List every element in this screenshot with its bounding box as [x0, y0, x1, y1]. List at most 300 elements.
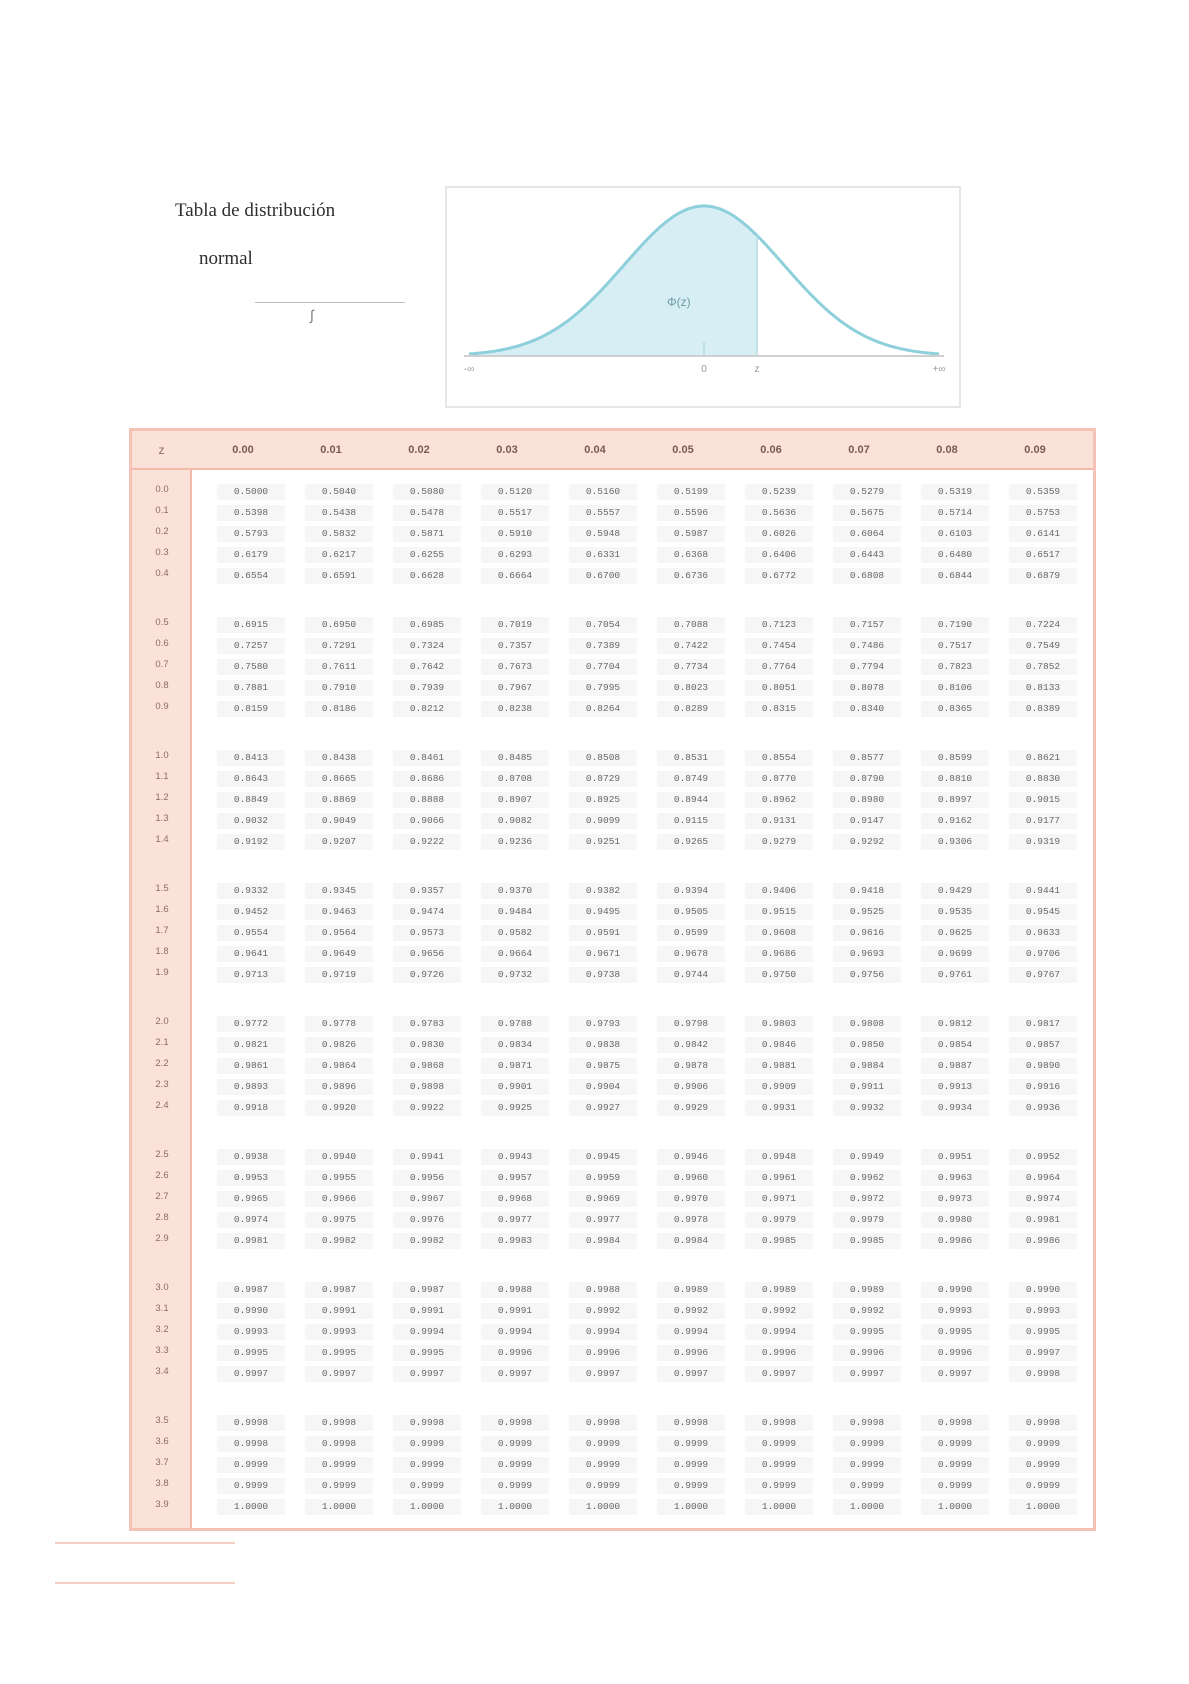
table-cell: 0.8078 — [833, 680, 901, 696]
table-cell: 0.6985 — [393, 617, 461, 633]
column-header: 0.09 — [1024, 443, 1046, 456]
page-title: Tabla de distribución — [175, 200, 336, 221]
z-row-label: 1.4 — [155, 834, 169, 845]
table-cell: 0.9842 — [657, 1037, 725, 1053]
table-cell: 0.9997 — [217, 1366, 285, 1382]
table-cell: 0.9996 — [481, 1345, 549, 1361]
table-cell: 0.9732 — [481, 967, 549, 983]
table-cell: 0.6950 — [305, 617, 373, 633]
table-cell: 0.9678 — [657, 946, 725, 962]
table-cell: 0.9945 — [569, 1149, 637, 1165]
table-cell: 0.8133 — [1009, 680, 1077, 696]
table-cell: 0.9875 — [569, 1058, 637, 1074]
table-cell: 0.9999 — [481, 1478, 549, 1494]
table-cell: 0.9998 — [833, 1415, 901, 1431]
z-row-label: 3.3 — [155, 1345, 169, 1356]
table-cell: 0.8023 — [657, 680, 725, 696]
table-cell: 0.9988 — [481, 1282, 549, 1298]
table-cell: 0.8686 — [393, 771, 461, 787]
table-cell: 0.8389 — [1009, 701, 1077, 717]
table-cell: 0.9808 — [833, 1016, 901, 1032]
table-cell: 0.9850 — [833, 1037, 901, 1053]
z-row-label: 0.0 — [155, 484, 169, 495]
table-cell: 0.9998 — [393, 1415, 461, 1431]
table-cell: 0.5832 — [305, 526, 373, 542]
table-cell: 0.9693 — [833, 946, 901, 962]
table-cell: 0.9987 — [305, 1282, 373, 1298]
table-cell: 0.9591 — [569, 925, 637, 941]
table-cell: 0.9830 — [393, 1037, 461, 1053]
z-row-label: 3.8 — [155, 1478, 169, 1489]
table-cell: 0.9990 — [921, 1282, 989, 1298]
table-cell: 0.9972 — [833, 1191, 901, 1207]
table-cell: 0.7967 — [481, 680, 549, 696]
table-cell: 0.9515 — [745, 904, 813, 920]
table-cell: 0.9991 — [393, 1303, 461, 1319]
table-cell: 1.0000 — [569, 1499, 637, 1515]
table-cell: 0.9993 — [305, 1324, 373, 1340]
table-cell: 0.9131 — [745, 813, 813, 829]
table-cell: 0.6480 — [921, 547, 989, 563]
z-row-label: 2.1 — [155, 1037, 169, 1048]
table-cell: 1.0000 — [921, 1499, 989, 1515]
table-cell: 1.0000 — [657, 1499, 725, 1515]
table-cell: 0.9719 — [305, 967, 373, 983]
table-cell: 0.9864 — [305, 1058, 373, 1074]
table-cell: 0.9984 — [657, 1233, 725, 1249]
table-cell: 0.9812 — [921, 1016, 989, 1032]
table-cell: 0.7054 — [569, 617, 637, 633]
table-cell: 0.9999 — [217, 1457, 285, 1473]
table-cell: 0.5239 — [745, 484, 813, 500]
table-cell: 0.9783 — [393, 1016, 461, 1032]
table-cell: 0.9969 — [569, 1191, 637, 1207]
table-cell: 0.9996 — [833, 1345, 901, 1361]
table-cell: 0.5517 — [481, 505, 549, 521]
table-cell: 0.9997 — [481, 1366, 549, 1382]
table-cell: 0.9463 — [305, 904, 373, 920]
table-cell: 0.9887 — [921, 1058, 989, 1074]
table-cell: 0.8729 — [569, 771, 637, 787]
table-cell: 0.9306 — [921, 834, 989, 850]
table-cell: 0.9988 — [569, 1282, 637, 1298]
table-cell: 0.8461 — [393, 750, 461, 766]
table-cell: 1.0000 — [833, 1499, 901, 1515]
table-cell: 0.8264 — [569, 701, 637, 717]
table-cell: 0.9999 — [657, 1478, 725, 1494]
table-cell: 0.7019 — [481, 617, 549, 633]
table-cell: 0.9986 — [1009, 1233, 1077, 1249]
table-cell: 0.6368 — [657, 547, 725, 563]
table-cell: 0.8621 — [1009, 750, 1077, 766]
z-row-label: 0.1 — [155, 505, 169, 516]
z-table — [129, 428, 1096, 1531]
table-cell: 0.9992 — [569, 1303, 637, 1319]
table-cell: 0.9846 — [745, 1037, 813, 1053]
table-cell: 0.9976 — [393, 1212, 461, 1228]
table-cell: 0.9977 — [569, 1212, 637, 1228]
table-cell: 0.9699 — [921, 946, 989, 962]
table-cell: 0.8577 — [833, 750, 901, 766]
table-cell: 0.6331 — [569, 547, 637, 563]
table-cell: 0.9115 — [657, 813, 725, 829]
table-cell: 0.9817 — [1009, 1016, 1077, 1032]
table-cell: 0.9821 — [217, 1037, 285, 1053]
table-cell: 0.7704 — [569, 659, 637, 675]
table-cell: 0.9998 — [657, 1415, 725, 1431]
table-cell: 0.9985 — [833, 1233, 901, 1249]
table-cell: 0.9292 — [833, 834, 901, 850]
z-row-label: 3.0 — [155, 1282, 169, 1293]
table-cell: 0.5478 — [393, 505, 461, 521]
table-cell: 0.7611 — [305, 659, 373, 675]
table-cell: 0.9998 — [305, 1415, 373, 1431]
table-cell: 0.6879 — [1009, 568, 1077, 584]
table-cell: 0.9633 — [1009, 925, 1077, 941]
table-cell: 0.6064 — [833, 526, 901, 542]
table-cell: 0.9750 — [745, 967, 813, 983]
table-cell: 0.8708 — [481, 771, 549, 787]
table-cell: 0.8599 — [921, 750, 989, 766]
table-cell: 0.9394 — [657, 883, 725, 899]
table-cell: 0.8159 — [217, 701, 285, 717]
table-cell: 0.9573 — [393, 925, 461, 941]
table-cell: 0.9162 — [921, 813, 989, 829]
table-cell: 0.9995 — [833, 1324, 901, 1340]
table-cell: 0.9999 — [569, 1457, 637, 1473]
table-cell: 0.9236 — [481, 834, 549, 850]
table-cell: 0.9582 — [481, 925, 549, 941]
table-cell: 0.8770 — [745, 771, 813, 787]
table-cell: 0.9999 — [833, 1436, 901, 1452]
table-cell: 0.7190 — [921, 617, 989, 633]
table-cell: 0.8997 — [921, 792, 989, 808]
table-cell: 0.9999 — [569, 1478, 637, 1494]
table-cell: 0.9082 — [481, 813, 549, 829]
table-cell: 0.9918 — [217, 1100, 285, 1116]
table-cell: 0.7257 — [217, 638, 285, 654]
table-cell: 0.9941 — [393, 1149, 461, 1165]
table-cell: 0.9834 — [481, 1037, 549, 1053]
table-cell: 0.8365 — [921, 701, 989, 717]
z-row-label: 3.9 — [155, 1499, 169, 1510]
table-cell: 0.9429 — [921, 883, 989, 899]
table-cell: 0.9931 — [745, 1100, 813, 1116]
table-cell: 0.6844 — [921, 568, 989, 584]
normal-curve-svg — [447, 188, 959, 406]
z-row-label: 1.2 — [155, 792, 169, 803]
table-cell: 0.9625 — [921, 925, 989, 941]
z-row-label: 1.8 — [155, 946, 169, 957]
table-cell: 0.9999 — [393, 1457, 461, 1473]
table-header-row — [132, 431, 1093, 470]
table-cell: 0.9656 — [393, 946, 461, 962]
table-cell: 0.7454 — [745, 638, 813, 654]
table-cell: 0.5675 — [833, 505, 901, 521]
table-cell: 0.7881 — [217, 680, 285, 696]
z-row-label: 1.1 — [155, 771, 169, 782]
z-row-label: 1.7 — [155, 925, 169, 936]
z-row-label: 2.3 — [155, 1079, 169, 1090]
z-row-label: 3.4 — [155, 1366, 169, 1377]
table-cell: 0.9854 — [921, 1037, 989, 1053]
table-cell: 0.9982 — [305, 1233, 373, 1249]
table-cell: 0.9554 — [217, 925, 285, 941]
z-column — [132, 470, 192, 1528]
table-cell: 0.9991 — [481, 1303, 549, 1319]
table-cell: 0.9987 — [393, 1282, 461, 1298]
table-cell: 0.8413 — [217, 750, 285, 766]
table-cell: 0.9990 — [1009, 1282, 1077, 1298]
table-cell: 0.6591 — [305, 568, 373, 584]
table-cell: 0.9989 — [745, 1282, 813, 1298]
table-cell: 0.5557 — [569, 505, 637, 521]
table-cell: 0.7224 — [1009, 617, 1077, 633]
table-cell: 0.9868 — [393, 1058, 461, 1074]
table-cell: 0.9985 — [745, 1233, 813, 1249]
table-cell: 0.5948 — [569, 526, 637, 542]
z-row-label: 1.6 — [155, 904, 169, 915]
z-header: z — [158, 442, 165, 457]
z-row-label: 1.9 — [155, 967, 169, 978]
table-cell: 0.8051 — [745, 680, 813, 696]
table-cell: 0.9484 — [481, 904, 549, 920]
table-cell: 0.8849 — [217, 792, 285, 808]
table-cell: 0.5714 — [921, 505, 989, 521]
table-cell: 1.0000 — [217, 1499, 285, 1515]
table-cell: 0.6628 — [393, 568, 461, 584]
table-cell: 0.8925 — [569, 792, 637, 808]
table-cell: 0.6915 — [217, 617, 285, 633]
table-cell: 0.9999 — [745, 1436, 813, 1452]
table-cell: 0.8962 — [745, 792, 813, 808]
footer-rule — [55, 1542, 235, 1544]
table-cell: 0.9207 — [305, 834, 373, 850]
table-cell: 0.9999 — [569, 1436, 637, 1452]
table-cell: 0.9265 — [657, 834, 725, 850]
table-cell: 0.9999 — [305, 1457, 373, 1473]
table-cell: 0.8810 — [921, 771, 989, 787]
table-cell: 0.9772 — [217, 1016, 285, 1032]
table-cell: 0.9984 — [569, 1233, 637, 1249]
table-cell: 0.9993 — [217, 1324, 285, 1340]
table-cell: 0.9992 — [657, 1303, 725, 1319]
table-cell: 0.9968 — [481, 1191, 549, 1207]
z-row-label: 0.9 — [155, 701, 169, 712]
table-cell: 0.9996 — [569, 1345, 637, 1361]
z-row-label: 0.4 — [155, 568, 169, 579]
table-cell: 0.9967 — [393, 1191, 461, 1207]
table-cell: 0.9738 — [569, 967, 637, 983]
table-cell: 0.9999 — [217, 1478, 285, 1494]
table-cell: 0.9535 — [921, 904, 989, 920]
z-row-label: 2.4 — [155, 1100, 169, 1111]
table-cell: 0.9925 — [481, 1100, 549, 1116]
table-cell: 0.9706 — [1009, 946, 1077, 962]
table-cell: 0.9936 — [1009, 1100, 1077, 1116]
table-cell: 0.5398 — [217, 505, 285, 521]
table-cell: 0.9147 — [833, 813, 901, 829]
table-cell: 0.9998 — [305, 1436, 373, 1452]
table-cell: 0.9826 — [305, 1037, 373, 1053]
table-cell: 0.9649 — [305, 946, 373, 962]
table-cell: 0.9608 — [745, 925, 813, 941]
column-header: 0.01 — [320, 443, 342, 456]
table-cell: 0.9994 — [569, 1324, 637, 1340]
z-row-label: 3.1 — [155, 1303, 169, 1314]
table-cell: 0.9996 — [745, 1345, 813, 1361]
page-title-line2: normal — [199, 248, 253, 269]
z-row-label: 1.5 — [155, 883, 169, 894]
table-cell: 0.9998 — [217, 1436, 285, 1452]
table-cell: 0.5438 — [305, 505, 373, 521]
table-cell: 0.7995 — [569, 680, 637, 696]
table-cell: 0.9995 — [1009, 1324, 1077, 1340]
table-cell: 0.9564 — [305, 925, 373, 941]
table-cell: 0.9406 — [745, 883, 813, 899]
table-cell: 0.9861 — [217, 1058, 285, 1074]
table-cell: 0.9983 — [481, 1233, 549, 1249]
table-cell: 0.5636 — [745, 505, 813, 521]
z-row-label: 3.7 — [155, 1457, 169, 1468]
z-row-label: 3.5 — [155, 1415, 169, 1426]
table-cell: 0.9999 — [657, 1436, 725, 1452]
table-cell: 0.7823 — [921, 659, 989, 675]
table-cell: 0.9641 — [217, 946, 285, 962]
column-header: 0.05 — [672, 443, 694, 456]
table-cell: 0.9192 — [217, 834, 285, 850]
table-cell: 0.9997 — [1009, 1345, 1077, 1361]
table-cell: 0.9999 — [1009, 1457, 1077, 1473]
axis-label: -∞ — [463, 364, 475, 375]
table-cell: 0.9997 — [305, 1366, 373, 1382]
column-header: 0.02 — [408, 443, 430, 456]
table-cell: 0.9744 — [657, 967, 725, 983]
table-cell: 0.9495 — [569, 904, 637, 920]
table-cell: 0.9357 — [393, 883, 461, 899]
z-row-label: 2.8 — [155, 1212, 169, 1223]
table-cell: 0.5080 — [393, 484, 461, 500]
table-cell: 0.9778 — [305, 1016, 373, 1032]
z-row-label: 0.5 — [155, 617, 169, 628]
axis-label: +∞ — [932, 364, 946, 375]
formula-fragment — [255, 302, 405, 333]
table-cell: 0.9989 — [833, 1282, 901, 1298]
table-cell: 0.9251 — [569, 834, 637, 850]
table-cell: 0.8485 — [481, 750, 549, 766]
table-cell: 0.9890 — [1009, 1058, 1077, 1074]
table-cell: 0.9505 — [657, 904, 725, 920]
table-cell: 0.9996 — [921, 1345, 989, 1361]
z-row-label: 0.7 — [155, 659, 169, 670]
table-cell: 0.9370 — [481, 883, 549, 899]
table-cell: 0.7422 — [657, 638, 725, 654]
table-cell: 0.8944 — [657, 792, 725, 808]
table-cell: 0.5596 — [657, 505, 725, 521]
table-cell: 0.9999 — [305, 1478, 373, 1494]
table-cell: 0.8554 — [745, 750, 813, 766]
table-cell: 0.7123 — [745, 617, 813, 633]
table-cell: 0.9761 — [921, 967, 989, 983]
table-cell: 0.7088 — [657, 617, 725, 633]
table-cell: 0.7910 — [305, 680, 373, 696]
table-cell: 1.0000 — [1009, 1499, 1077, 1515]
table-cell: 0.9332 — [217, 883, 285, 899]
table-cell: 0.9881 — [745, 1058, 813, 1074]
table-cell: 0.9767 — [1009, 967, 1077, 983]
table-cell: 0.9452 — [217, 904, 285, 920]
table-cell: 0.7291 — [305, 638, 373, 654]
column-header: 0.08 — [936, 443, 958, 456]
table-cell: 0.9441 — [1009, 883, 1077, 899]
column-header: 0.03 — [496, 443, 518, 456]
table-cell: 0.8238 — [481, 701, 549, 717]
table-cell: 0.9943 — [481, 1149, 549, 1165]
table-cell: 0.9995 — [393, 1345, 461, 1361]
formula-glyph: ∫ — [310, 307, 314, 323]
table-cell: 0.9474 — [393, 904, 461, 920]
z-row-label: 1.3 — [155, 813, 169, 824]
table-cell: 0.9979 — [833, 1212, 901, 1228]
table-cell: 0.9995 — [217, 1345, 285, 1361]
table-cell: 0.9099 — [569, 813, 637, 829]
table-cell: 0.8315 — [745, 701, 813, 717]
table-cell: 0.9948 — [745, 1149, 813, 1165]
table-cell: 0.9998 — [1009, 1415, 1077, 1431]
z-row-label: 0.6 — [155, 638, 169, 649]
table-cell: 0.9999 — [833, 1478, 901, 1494]
table-cell: 0.7794 — [833, 659, 901, 675]
table-cell: 0.9345 — [305, 883, 373, 899]
table-cell: 0.8790 — [833, 771, 901, 787]
table-cell: 0.6026 — [745, 526, 813, 542]
table-cell: 0.9973 — [921, 1191, 989, 1207]
axis-label: 0 — [701, 364, 707, 375]
table-cell: 0.9920 — [305, 1100, 373, 1116]
table-cell: 0.6179 — [217, 547, 285, 563]
table-cell: 0.7157 — [833, 617, 901, 633]
table-cell: 0.9994 — [745, 1324, 813, 1340]
table-cell: 0.9999 — [745, 1457, 813, 1473]
table-cell: 0.7486 — [833, 638, 901, 654]
footer-rule — [55, 1582, 235, 1584]
column-header: 0.04 — [584, 443, 606, 456]
axis-label: z — [754, 364, 760, 375]
table-cell: 0.9999 — [921, 1478, 989, 1494]
table-cell: 0.9999 — [1009, 1478, 1077, 1494]
table-cell: 0.9686 — [745, 946, 813, 962]
table-cell: 0.9878 — [657, 1058, 725, 1074]
table-cell: 0.9222 — [393, 834, 461, 850]
table-cell: 0.6808 — [833, 568, 901, 584]
table-cell: 0.9726 — [393, 967, 461, 983]
table-cell: 0.9990 — [217, 1303, 285, 1319]
table-cell: 0.9803 — [745, 1016, 813, 1032]
table-cell: 0.5000 — [217, 484, 285, 500]
table-cell: 0.5199 — [657, 484, 725, 500]
table-cell: 0.9999 — [921, 1436, 989, 1452]
table-cell: 0.9959 — [569, 1170, 637, 1186]
table-cell: 0.9957 — [481, 1170, 549, 1186]
table-cell: 0.9756 — [833, 967, 901, 983]
table-cell: 0.9952 — [1009, 1149, 1077, 1165]
table-cell: 0.6103 — [921, 526, 989, 542]
table-cell: 0.9418 — [833, 883, 901, 899]
table-cell: 0.9956 — [393, 1170, 461, 1186]
table-cell: 0.9999 — [481, 1457, 549, 1473]
table-cell: 0.5359 — [1009, 484, 1077, 500]
table-cell: 0.8830 — [1009, 771, 1077, 787]
